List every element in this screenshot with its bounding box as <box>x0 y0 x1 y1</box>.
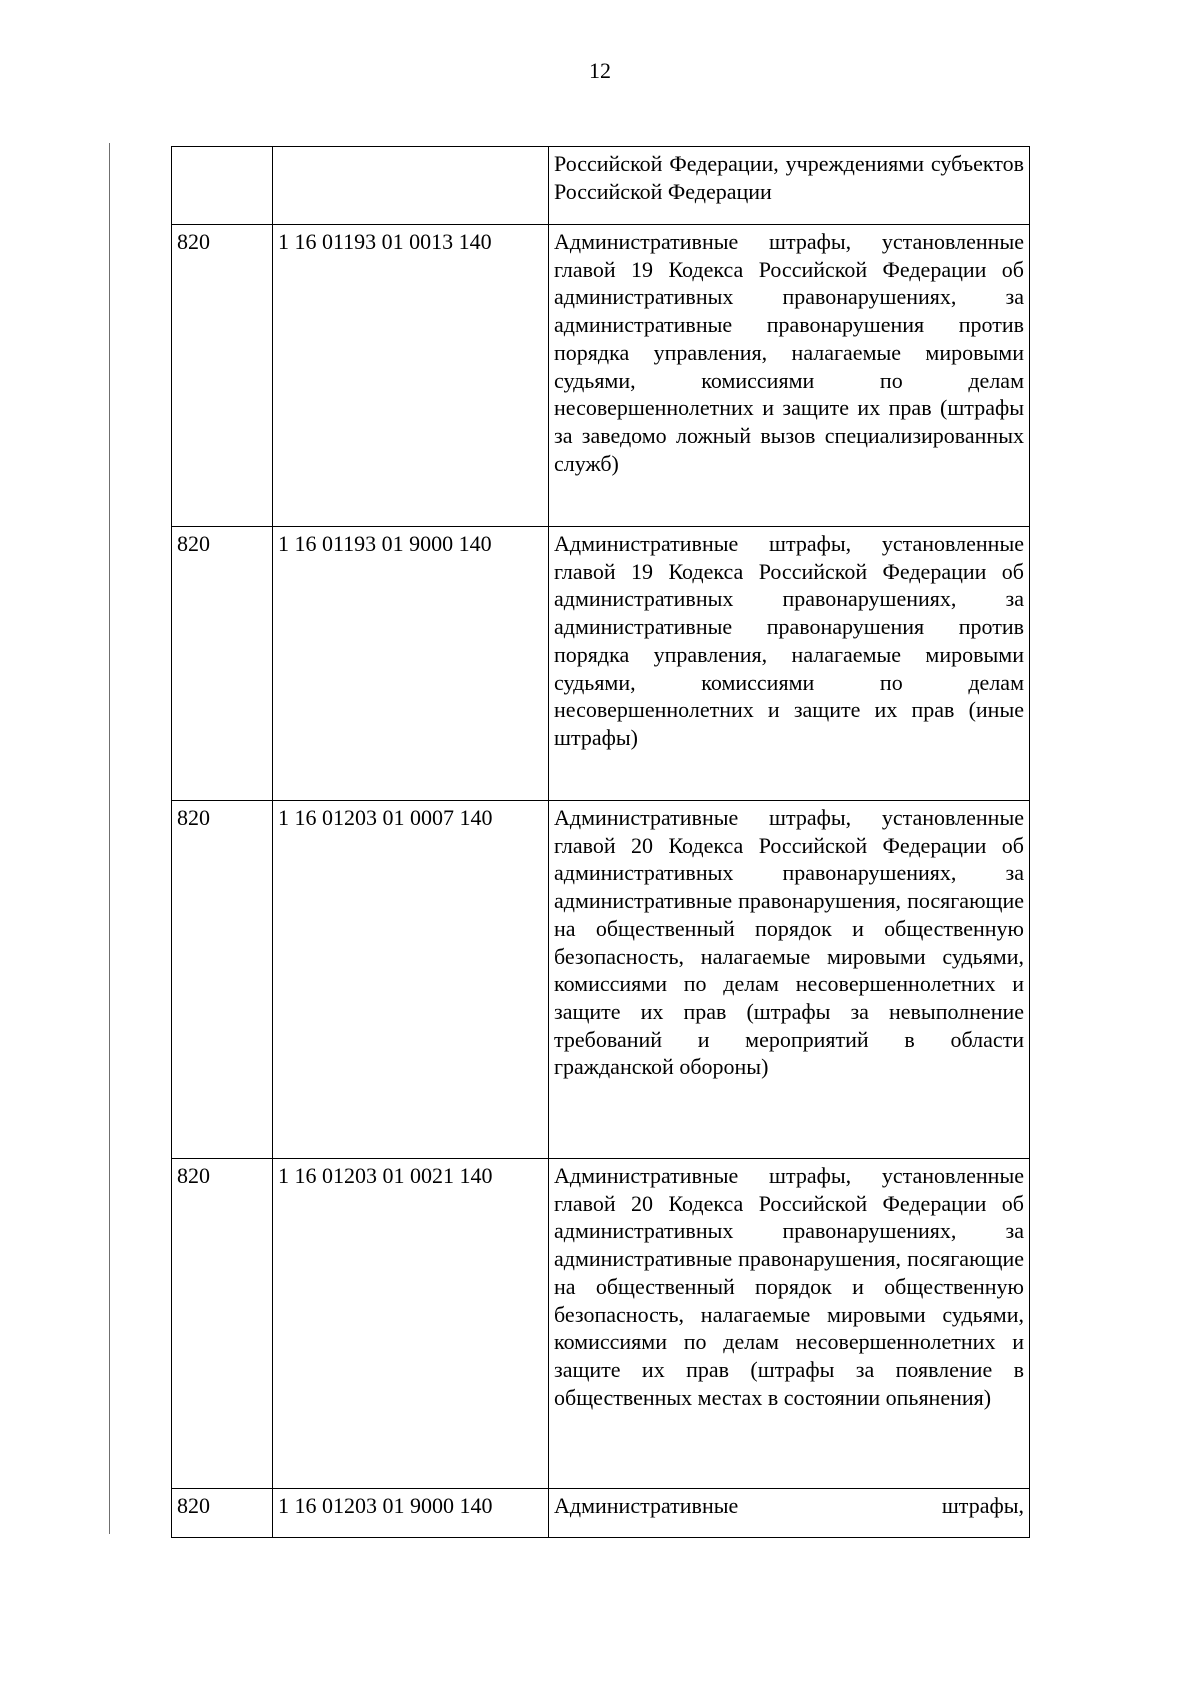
revenue-name-cell: Административные штрафы, установленные главой 19 Кодекса Российской Федерации об административных правонарушениях, за административные правонарушения против порядка управления, налагаемые мировыми судьями, комиссиями по делам несовершеннолетних и защите их прав (штрафы за заведомо ложный вызов специализированных служб) <box>549 225 1030 527</box>
admin-code-cell: 820 <box>172 225 273 527</box>
admin-code-cell: 820 <box>172 1159 273 1489</box>
revenue-name-cell: Административные штрафы, установленные главой 20 Кодекса Российской Федерации об административных правонарушениях, за административные правонарушения, посягающие на общественный порядок и общественную безопасность, налагаемые мировыми судьями, комиссиями по делам несовершеннолетних и защите их прав (штрафы за невыполнение требований и мероприятий в области гражданской обороны) <box>549 801 1030 1159</box>
budget-codes-table <box>171 146 1030 1538</box>
revenue-name-cell: Административные штрафы, <box>549 1489 1030 1538</box>
page-number: 12 <box>589 58 611 83</box>
revenue-name-cell: Административные штрафы, установленные главой 19 Кодекса Российской Федерации об административных правонарушениях, за административные правонарушения против порядка управления, налагаемые мировыми судьями, комиссиями по делам несовершеннолетних и защите их прав (иные штрафы) <box>549 527 1030 801</box>
kbk-code-cell <box>273 147 549 225</box>
kbk-code-cell: 1 16 01203 01 0007 140 <box>273 801 549 1159</box>
margin-rule <box>109 143 110 1534</box>
table-row <box>172 801 1030 1159</box>
table-row <box>172 147 1030 225</box>
kbk-code-cell: 1 16 01203 01 9000 140 <box>273 1489 549 1538</box>
revenue-name-cell: Российской Федерации, учреждениями субъектов Российской Федерации <box>549 147 1030 225</box>
admin-code-cell: 820 <box>172 527 273 801</box>
kbk-code-cell: 1 16 01193 01 0013 140 <box>273 225 549 527</box>
admin-code-cell: 820 <box>172 1489 273 1538</box>
revenue-name-cell: Административные штрафы, установленные главой 20 Кодекса Российской Федерации об административных правонарушениях, за административные правонарушения, посягающие на общественный порядок и общественную безопасность, налагаемые мировыми судьями, комиссиями по делам несовершеннолетних и защите их прав (штрафы за появление в общественных местах в состоянии опьянения) <box>549 1159 1030 1489</box>
admin-code-cell: 820 <box>172 801 273 1159</box>
table-row <box>172 527 1030 801</box>
table-row <box>172 1159 1030 1489</box>
admin-code-cell <box>172 147 273 225</box>
kbk-code-cell: 1 16 01203 01 0021 140 <box>273 1159 549 1489</box>
table-row <box>172 1489 1030 1538</box>
table-row <box>172 225 1030 527</box>
kbk-code-cell: 1 16 01193 01 9000 140 <box>273 527 549 801</box>
